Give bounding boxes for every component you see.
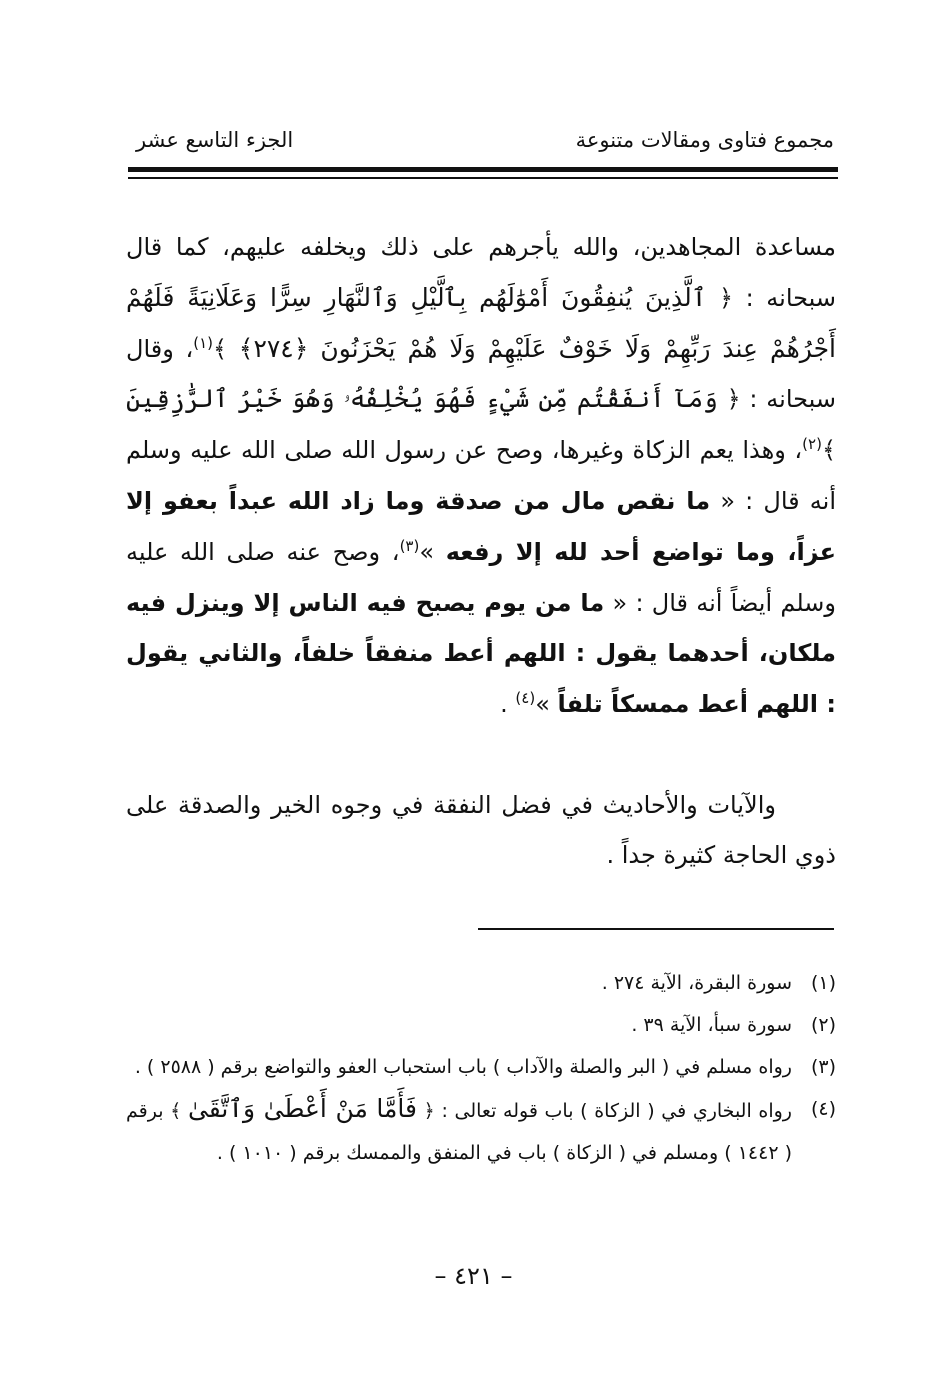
header-rule-thick <box>128 167 838 172</box>
quran-bracket-open-fn: ﴿ <box>423 1100 435 1122</box>
footnote-number: (٤) <box>810 1098 836 1120</box>
footnote-ref-3[interactable]: (٣) <box>399 536 420 555</box>
footnote-text-after: برقم ( ١٤٤٢ ) ومسلم في ( الزكاة ) باب في المنفق والممسك برقم ( ١٠١٠ ) . <box>126 1100 792 1164</box>
quote-mark-open-2: « <box>612 588 628 617</box>
footnote-separator <box>478 928 834 930</box>
quote-mark-close-1: » <box>419 537 435 566</box>
book-title: مجموع فتاوى ومقالات متنوعة <box>575 128 834 152</box>
quote-mark-close-2: » <box>535 690 550 719</box>
sentence-end: . <box>500 690 508 719</box>
footnote-ref-1[interactable]: (١) <box>193 333 214 352</box>
footnote-text-before: رواه البخاري في ( الزكاة ) باب قوله تعالى : <box>441 1100 792 1122</box>
header-rule-thin <box>128 177 838 179</box>
footnote-ref-4[interactable]: (٤) <box>515 689 536 708</box>
quran-verse-1: ٱلَّذِينَ يُنفِقُونَ أَمْوَٰلَهُم بِٱلَّيْلِ وَٱلنَّهَارِ سِرًّا وَعَلَانِيَةً فَلَهُمْ أَجْرُهُمْ عِندَ رَبِّهِمْ وَلَا خَوْفٌ عَلَيْهِمْ وَلَا هُمْ يَحْزَنُونَ ﴿٢٧٤﴾ <box>126 282 836 363</box>
footnote-ref-2[interactable]: (٢) <box>802 435 822 454</box>
quran-bracket-close-2: ﴾ <box>821 436 836 465</box>
footnote-item <box>126 1046 836 1088</box>
footnote-number: (٣) <box>810 1056 836 1078</box>
quran-verse-2: وَمَآ أَنفَقْتُم مِّن شَيْءٍ فَهُوَ يُخْلِفُهُۥ وَهُوَ خَيْرُ ٱلرَّٰزِقِينَ <box>126 384 718 414</box>
running-header <box>128 128 834 158</box>
footnote-verse: فَأَمَّا مَنْ أَعْطَىٰ وَٱتَّقَىٰ <box>187 1094 417 1123</box>
volume-label: الجزء التاسع عشر <box>136 128 294 152</box>
hadith-1: ما نقص مال من صدقة وما زاد الله عبداً بعفو إلا عزاً، وما تواضع أحد لله إلا رفعه <box>126 486 836 566</box>
footnote-item <box>126 1088 836 1174</box>
quote-mark-open-1: « <box>720 486 735 515</box>
footnote-text: رواه مسلم في ( البر والصلة والآداب ) باب استحباب العفو والتواضع برقم ( ٢٥٨٨ ) . <box>134 1056 792 1078</box>
connector-text-1: ، وقال سبحانه : <box>126 334 836 414</box>
quran-bracket-close-1: ﴾ <box>213 334 228 363</box>
page-number: – ٤٢١ – <box>434 1262 513 1290</box>
footnote-text: سورة سبأ، الآية ٣٩ . <box>631 1014 792 1036</box>
footnotes-list <box>126 962 836 1174</box>
footnote-number: (٢) <box>810 1014 836 1036</box>
quran-bracket-close-fn: ﴾ <box>170 1100 182 1122</box>
conclusion-paragraph: والآيات والأحاديث في فضل النفقة في وجوه الخير والصدقة على ذوي الحاجة كثيرة جداً . <box>126 791 836 869</box>
main-paragraph <box>126 222 836 730</box>
footnote-text: سورة البقرة، الآية ٢٧٤ . <box>601 972 792 994</box>
footnote-text <box>126 1088 792 1174</box>
hadith-2: ما من يوم يصبح فيه الناس إلا وينزل فيه ملكان، أحدهما يقول : اللهم أعط منفقاً خلفاً، والثاني يقول : اللهم أعط ممسكاً تلفاً <box>126 588 836 719</box>
footnote-item <box>126 962 836 1004</box>
quran-bracket-open-1: ﴿ <box>718 283 734 312</box>
intro-text: مساعدة المجاهدين، والله يأجرهم على ذلك ويخلفه عليهم، كما قال سبحانه : <box>126 233 836 312</box>
connector-text-3: ، وصح عنه صلى الله عليه وسلم أيضاً أنه قال : <box>126 537 836 617</box>
quran-bracket-open-2: ﴿ <box>726 385 741 414</box>
footnote-item <box>126 1004 836 1046</box>
connector-text-2: ، وهذا يعم الزكاة وغيرها، وصح عن رسول الله صلى الله عليه وسلم أنه قال : <box>126 436 836 515</box>
footnote-number: (١) <box>810 972 836 994</box>
